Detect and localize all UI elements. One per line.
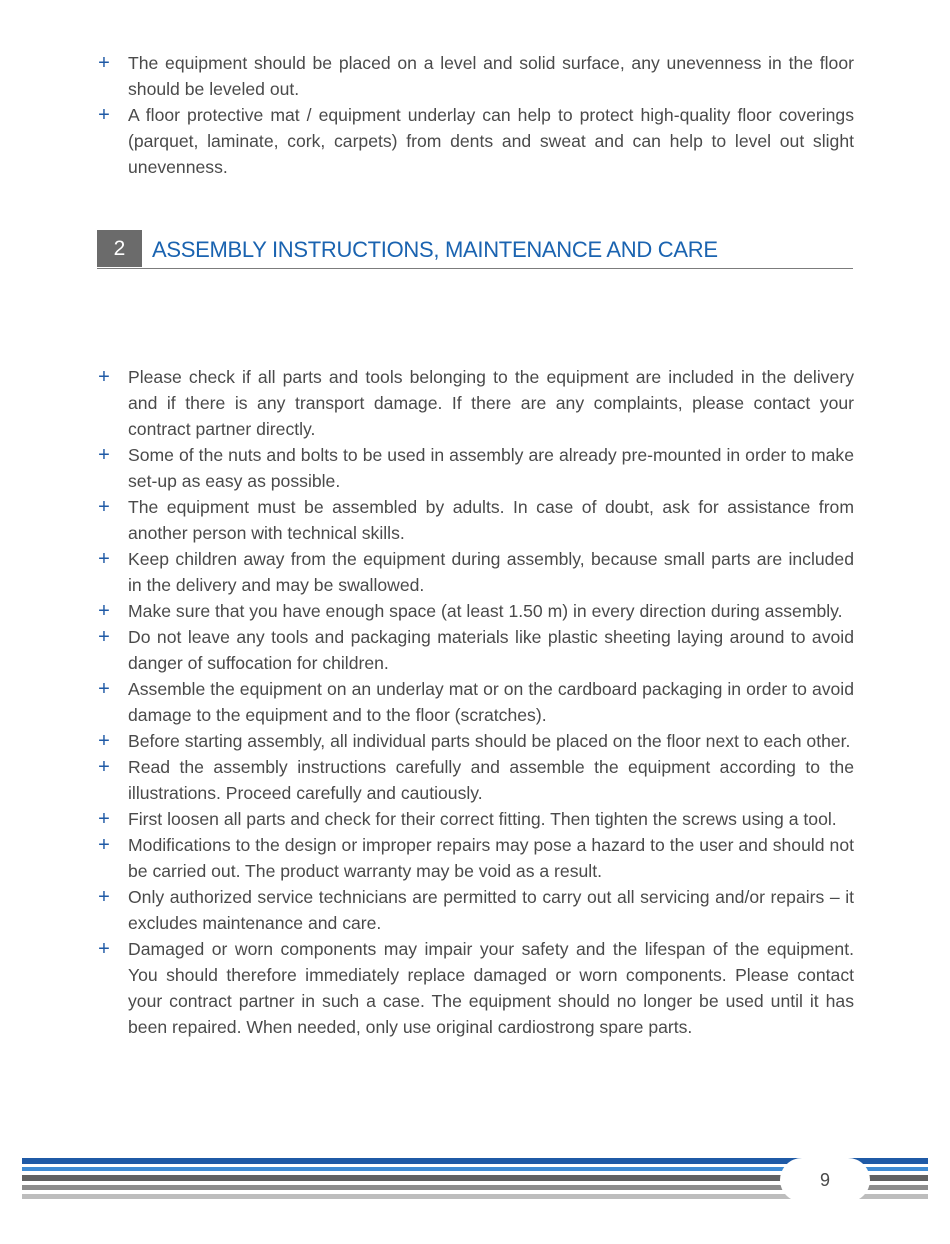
plus-bullet-icon: + bbox=[98, 52, 110, 74]
plus-bullet-icon: + bbox=[98, 834, 110, 856]
intro-bullet-list bbox=[96, 50, 854, 180]
list-item-text: Some of the nuts and bolts to be used in assembly are already pre-mounted in order to make set-up as easy as possible. bbox=[128, 445, 854, 491]
list-item bbox=[96, 364, 854, 442]
list-item-text: A floor protective mat / equipment underlay can help to protect high-quality floor coverings (parquet, laminate, cork, carpets) from dents and sweat and can help to level out slight unevenness. bbox=[128, 105, 854, 177]
list-item-text: First loosen all parts and check for their correct fitting. Then tighten the screws using a tool. bbox=[128, 809, 837, 829]
section-title: ASSEMBLY INSTRUCTIONS, MAINTENANCE AND CARE bbox=[152, 237, 718, 262]
list-item bbox=[96, 50, 854, 102]
list-item bbox=[96, 936, 854, 1040]
list-item bbox=[96, 754, 854, 806]
plus-bullet-icon: + bbox=[98, 104, 110, 126]
plus-bullet-icon: + bbox=[98, 548, 110, 570]
list-item-text: Please check if all parts and tools belonging to the equipment are included in the delivery and if there is any transport damage. If there are any complaints, please contact your contract partner directly. bbox=[128, 367, 854, 439]
list-item bbox=[96, 598, 854, 624]
plus-bullet-icon: + bbox=[98, 808, 110, 830]
list-item bbox=[96, 884, 854, 936]
list-item-text: The equipment should be placed on a level and solid surface, any unevenness in the floor should be leveled out. bbox=[128, 53, 854, 99]
list-item bbox=[96, 442, 854, 494]
assembly-bullet-list bbox=[96, 364, 854, 1040]
plus-bullet-icon: + bbox=[98, 444, 110, 466]
list-item-text: Assemble the equipment on an underlay mat or on the cardboard packaging in order to avoid damage to the equipment and to the floor (scratches). bbox=[128, 679, 854, 725]
plus-bullet-icon: + bbox=[98, 730, 110, 752]
list-item-text: The equipment must be assembled by adults. In case of doubt, ask for assistance from another person with technical skills. bbox=[128, 497, 854, 543]
section-number-badge: 2 bbox=[97, 230, 142, 267]
list-item bbox=[96, 728, 854, 754]
page-number-pill bbox=[780, 1158, 870, 1202]
plus-bullet-icon: + bbox=[98, 756, 110, 778]
list-item-text: Make sure that you have enough space (at least 1.50 m) in every direction during assembly. bbox=[128, 601, 843, 621]
list-item-text: Modifications to the design or improper repairs may pose a hazard to the user and should not be carried out. The product warranty may be void as a result. bbox=[128, 835, 854, 881]
list-item bbox=[96, 832, 854, 884]
page-footer bbox=[22, 1158, 928, 1202]
list-item-text: Do not leave any tools and packaging materials like plastic sheeting laying around to avoid danger of suffocation for children. bbox=[128, 627, 854, 673]
list-item-text: Damaged or worn components may impair your safety and the lifespan of the equipment. You should therefore immediately replace damaged or worn components. Please contact your contract partner in such a case. The equipment should no longer be used until it has been repaired. When needed, only use original cardiostrong spare parts. bbox=[128, 939, 854, 1037]
list-item bbox=[96, 494, 854, 546]
plus-bullet-icon: + bbox=[98, 496, 110, 518]
plus-bullet-icon: + bbox=[98, 938, 110, 960]
list-item-text: Keep children away from the equipment during assembly, because small parts are included in the delivery and may be swallowed. bbox=[128, 549, 854, 595]
list-item bbox=[96, 676, 854, 728]
plus-bullet-icon: + bbox=[98, 886, 110, 908]
list-item bbox=[96, 546, 854, 598]
list-item bbox=[96, 102, 854, 180]
list-item bbox=[96, 806, 854, 832]
plus-bullet-icon: + bbox=[98, 626, 110, 648]
list-item-text: Before starting assembly, all individual parts should be placed on the floor next to each other. bbox=[128, 731, 851, 751]
page-number: 9 bbox=[819, 1170, 830, 1190]
plus-bullet-icon: + bbox=[98, 366, 110, 388]
list-item-text: Read the assembly instructions carefully and assemble the equipment according to the illustrations. Proceed carefully and cautiously. bbox=[128, 757, 854, 803]
list-item-text: Only authorized service technicians are permitted to carry out all servicing and/or repairs – it excludes maintenance and care. bbox=[128, 887, 854, 933]
list-item bbox=[96, 624, 854, 676]
plus-bullet-icon: + bbox=[98, 678, 110, 700]
plus-bullet-icon: + bbox=[98, 600, 110, 622]
section-heading bbox=[97, 230, 853, 269]
